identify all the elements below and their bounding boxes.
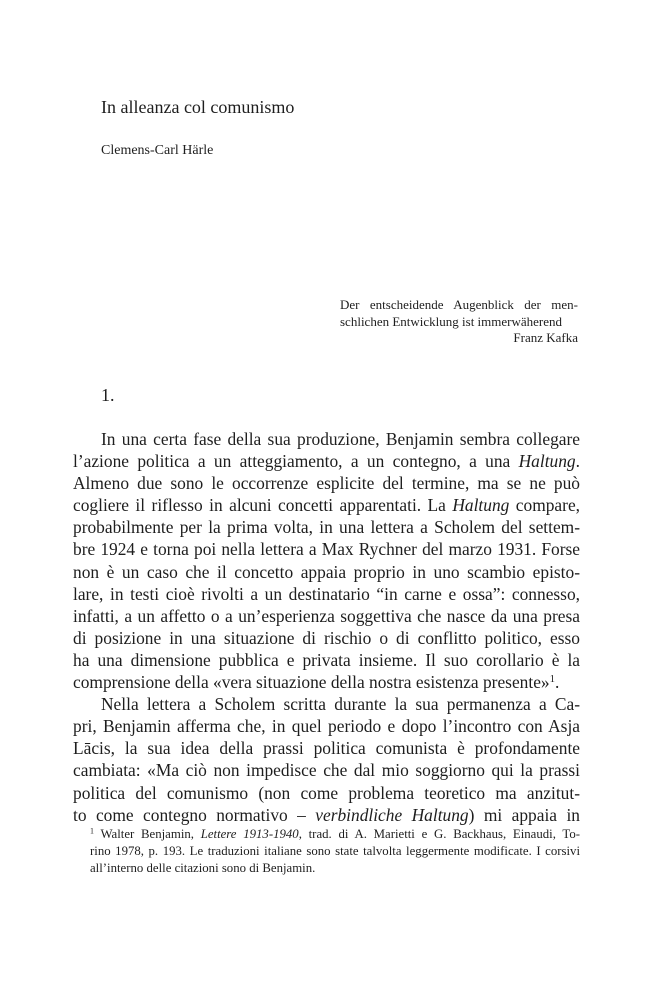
body-line: non è un caso che il concetto appaia proprio in uno scambio episto- (73, 561, 580, 582)
body-line: comprensione della «vera situazione della nostra esistenza presente»$^1$. (73, 672, 560, 693)
italic-term: Haltung (518, 451, 576, 472)
body-line: infatti, a un affetto o a un’esperienza soggettiva che nasce da una presa (73, 605, 580, 626)
italic-term: verbindliche Haltung (315, 804, 469, 825)
epigraph-line: schlichen Entwicklung ist immerwäherend (340, 313, 563, 329)
italic-term: Haltung (452, 495, 510, 516)
epigraph-attribution: Franz Kafka (513, 330, 578, 345)
body-line: cambiata: «Ma ciò non impedisce che dal mio soggiorno qui la prassi (73, 760, 580, 781)
body-line: cogliere il riflesso in alcuni concetti apparentati. La Haltung compare, (73, 495, 581, 516)
body-line: lare, in testi cioè rivolti a un destinatario “in carne e ossa”: connesso, (73, 583, 580, 604)
italic-title: Lettere 1913-1940 (200, 827, 299, 841)
footnote-line: $^1$ Walter Benjamin, Lettere 1913-1940, trad. di A. Marietti e G. Backhaus, Einaudi, To- (90, 826, 581, 841)
body-line: ha una dimensione pubblica e privata insieme. Il suo corollario è la (73, 649, 580, 670)
footnote-marker: 1 (90, 826, 94, 836)
body-line: di posizione in una situazione di rischio o di conflitto politico, esso (73, 627, 580, 648)
chapter-title: In alleanza col comunismo (101, 97, 295, 117)
section-number: 1. (101, 385, 115, 405)
body-line: probabilmente per la prima volta, in una lettera a Scholem del settem- (73, 517, 580, 538)
chapter-author: Clemens-Carl Härle (101, 143, 214, 158)
footnote-reference[interactable]: 1 (549, 673, 555, 686)
body-line: bre 1924 e torna poi nella lettera a Max Rychner del marzo 1931. Forse (73, 539, 580, 560)
body-line: politica del comunismo (non come problema teoretico ma anzitut- (73, 782, 580, 803)
epigraph (340, 297, 578, 347)
body-line: l’azione politica a un atteggiamento, a un contegno, a una Haltung. (73, 451, 580, 472)
body-line: pri, Benjamin afferma che, in quel periodo e dopo l’incontro con Asja (73, 716, 580, 737)
body-line: Nella lettera a Scholem scritta durante la sua permanenza a Ca- (101, 694, 580, 715)
footnote-line: rino 1978, p. 193. Le traduzioni italiane sono state talvolta leggermente modificate. I corsivi (90, 844, 580, 858)
body-line: Lācis, la sua idea della prassi politica comunista è profondamente (73, 738, 580, 759)
body-text (73, 428, 580, 826)
body-line: In una certa fase della sua produzione, Benjamin sembra collegare (101, 429, 580, 449)
footnote (90, 826, 580, 877)
body-line: to come contegno normativo – verbindliche Haltung) mi appaia in (73, 804, 580, 825)
epigraph-line: Der entscheidende Augenblick der men- (340, 297, 578, 312)
footnote-line: all’interno delle citazioni sono di Benjamin. (90, 861, 316, 875)
body-line: Almeno due sono le occorrenze esplicite del termine, ma se ne può (73, 473, 580, 494)
